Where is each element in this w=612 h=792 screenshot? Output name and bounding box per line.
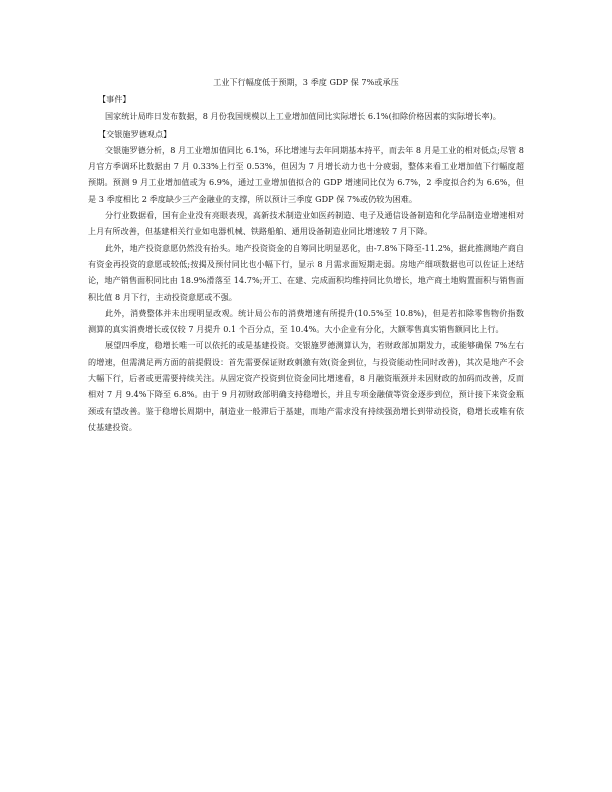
document-title: 工业下行幅度低于预期，3 季度 GDP 保 7%或承压	[213, 77, 399, 87]
event-heading: 【事件】	[98, 94, 131, 104]
analysis-paragraph-4: 此外，消费整体并未出现明显改观。统计局公布的消费增速有所提升(10.5%至 10.8%)，但是若扣除零售物价指数测算的真实消费增长或仅较 7 月提升 0.1 个百分点，至 10.4%。大小企业有分化，大额零售真实销售额同比上行。	[88, 307, 524, 335]
analysis-paragraph-3: 此外，地产投资意愿仍然没有抬头。地产投资资金的自筹同比明显恶化，由-7.8%下降至-11.2%，据此推测地产商自有资金再投资的意愿或较低;按揭及预付同比也小幅下行，显示 8 月需求面短期走弱。房地产细项数据也可以佐证上述结论，地产销售面积同比由 18.9%滑落至 14.7%;开工、在建、完成面积均维持同比负增长，地产商土地购置面积与销售面积比值 8 月下行，主动投资意愿或不强。	[88, 242, 524, 302]
document-body	[88, 74, 524, 435]
view-heading: 【交银施罗德观点】	[98, 128, 172, 139]
analysis-paragraph-5: 展望四季度，稳增长唯一可以依托的或是基建投资。交银施罗德测算认为，若财政部加期发力，或能够确保 7%左右的增速，但需满足两方面的前提假设：首先需要保证财政刺激有效(资金到位，与投资能动性同时改善)，其次是地产不会大幅下行，后者或更需要持续关注。从固定资产投资到位资金同比增速看，8 月融资瓶颈并未因财政的加码而改善，反而相对 7 月 9.4%下降至 6.8%。由于 9 月初财政部明确支持稳增长，并且专项金融债等资金逐步到位，预计接下来资金瓶颈或有望改善。鉴于稳增长周期中，制造业一般滞后于基建，而地产需求没有持续强劲增长到带动投资，稳增长或唯有依仗基建投资。	[88, 340, 524, 432]
event-paragraph: 国家统计局昨日发布数据，8 月份我国规模以上工业增加值同比实际增长 6.1%(扣除价格因素的实际增长率)。	[105, 111, 501, 122]
analysis-paragraph-1: 交银施罗德分析，8 月工业增加值同比 6.1%，环比增速与去年同期基本持平，而去年 8 月是工业的相对低点;尽管 8 月官方季调环比数据由 7 月 0.33%上行至 0.53%，但因为 7 月增长动力也十分疲弱，整体来看工业增加值下行幅度超预期。预测 9 月工业增加值或为 6.9%，通过工业增加值拟合的 GDP 增速同比仅为 6.7%，2 季度拟合约为 6.6%，但是 3 季度相比 2 季度缺少三产金融业的支撑，所以预计三季度 GDP 保 7%或仍较为困难。	[88, 144, 524, 204]
analysis-paragraph-2: 分行业数据看，国有企业没有亮眼表现，高新技术制造业如医药制造、电子及通信设备制造和化学品制造业增速相对上月有所改善，但基建相关行业如电器机械、铁路船舶、通用设备制造业同比增速较 7 月下降。	[88, 210, 524, 237]
